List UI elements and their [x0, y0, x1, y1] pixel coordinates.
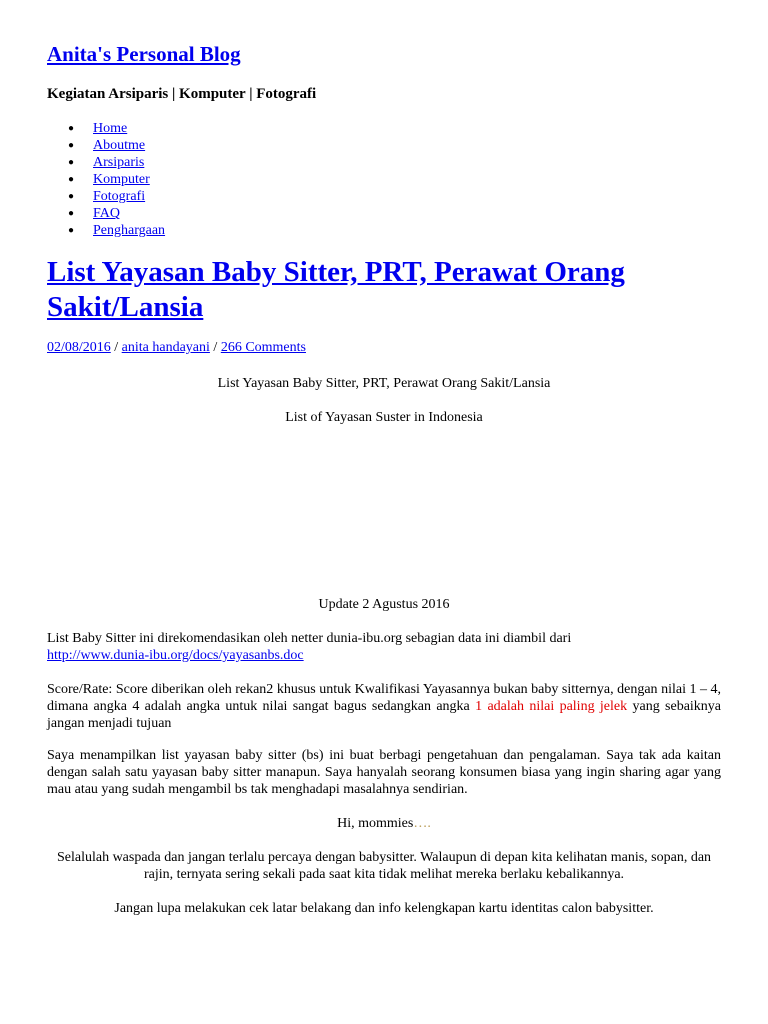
nav-item-fotografi: [47, 188, 165, 205]
nav-item-home: [47, 120, 165, 137]
bullet-icon: ●: [68, 225, 75, 236]
source-text: List Baby Sitter ini direkomendasikan oleh netter dunia-ibu.org sebagian data ini diambil dari: [47, 631, 572, 646]
warning-paragraph: Selalulah waspada dan jangan terlalu percaya dengan babysitter. Walaupun di depan kita kelihatan manis, sopan, dan rajin, ternyata sering sekali pada saat kita tidak melihat mereka berlaku kebalikannya.: [56, 850, 712, 882]
site-title[interactable]: [47, 42, 241, 67]
greeting-dots: ….: [413, 816, 431, 831]
meta-separator: /: [110, 340, 122, 355]
bullet-icon: ●: [68, 191, 75, 202]
score-paragraph: [47, 681, 721, 732]
bullet-icon: ●: [68, 208, 75, 219]
bullet-icon: ●: [68, 123, 75, 134]
source-paragraph: [47, 630, 721, 664]
bullet-icon: ●: [68, 157, 75, 168]
nav-link-home[interactable]: Home: [93, 121, 128, 136]
score-highlight: 1 adalah nilai paling jelek: [475, 699, 628, 714]
nav-link-faq[interactable]: FAQ: [93, 206, 120, 221]
post-subtitle-2: List of Yayasan Suster in Indonesia: [285, 410, 483, 425]
meta-separator: /: [209, 340, 221, 355]
update-note: Update 2 Agustus 2016: [318, 597, 450, 612]
bullet-icon: ●: [68, 174, 75, 185]
nav-link-penghargaan[interactable]: Penghargaan: [93, 223, 166, 238]
bullet-icon: ●: [68, 140, 75, 151]
greeting: [47, 815, 721, 832]
post-title-link[interactable]: List Yayasan Baby Sitter, PRT, Perawat Orang Sakit/Lansia: [47, 256, 625, 323]
post-meta: [47, 340, 306, 356]
post-comments-link[interactable]: 266 Comments: [220, 340, 306, 355]
main-nav: [47, 120, 165, 239]
nav-item-komputer: [47, 171, 165, 188]
site-title-link[interactable]: Anita's Personal Blog: [47, 42, 241, 66]
nav-item-arsiparis: [47, 154, 165, 171]
nav-link-komputer[interactable]: Komputer: [93, 172, 150, 187]
score-text: Score/Rate: Score diberikan oleh rekan2 khusus untuk Kwalifikasi Yayasannya bukan baby sitternya, dengan nilai 1 – 4, dimana angka 4 adalah angka untuk nilai sangat bagus sedangkan angka: [47, 682, 721, 714]
nav-item-penghargaan: [47, 222, 165, 239]
score-tail: yang sebaiknya jangan menjadi tujuan: [47, 699, 722, 731]
post-title[interactable]: [47, 255, 727, 325]
source-link[interactable]: http://www.dunia-ibu.org/docs/yayasanbs.doc: [47, 648, 304, 663]
post-date-link[interactable]: 02/08/2016: [47, 340, 111, 355]
greeting-text: Hi, mommies: [337, 816, 414, 831]
intro-paragraph: Saya menampilkan list yayasan baby sitter (bs) ini buat berbagi pengetahuan dan pengalaman. Saya tak ada kaitan dengan salah satu yayasan baby sitter manapun. Saya hanyalah seorang konsumen biasa yang ingin sharing agar yang mau atau yang sudah mengambil bs tak menghadapi masalahnya sendirian.: [47, 748, 721, 797]
nav-link-arsiparis[interactable]: Arsiparis: [93, 155, 145, 170]
post-subtitle-1: List Yayasan Baby Sitter, PRT, Perawat Orang Sakit/Lansia: [217, 376, 551, 391]
site-tagline: Kegiatan Arsiparis | Komputer | Fotografi: [47, 86, 317, 102]
reminder-paragraph: Jangan lupa melakukan cek latar belakang dan info kelengkapan kartu identitas calon babysitter.: [114, 901, 654, 916]
nav-item-faq: [47, 205, 165, 222]
nav-item-aboutme: [47, 137, 165, 154]
post-author-link[interactable]: anita handayani: [121, 340, 210, 355]
nav-link-aboutme[interactable]: Aboutme: [93, 138, 146, 153]
nav-link-fotografi[interactable]: Fotografi: [93, 189, 146, 204]
